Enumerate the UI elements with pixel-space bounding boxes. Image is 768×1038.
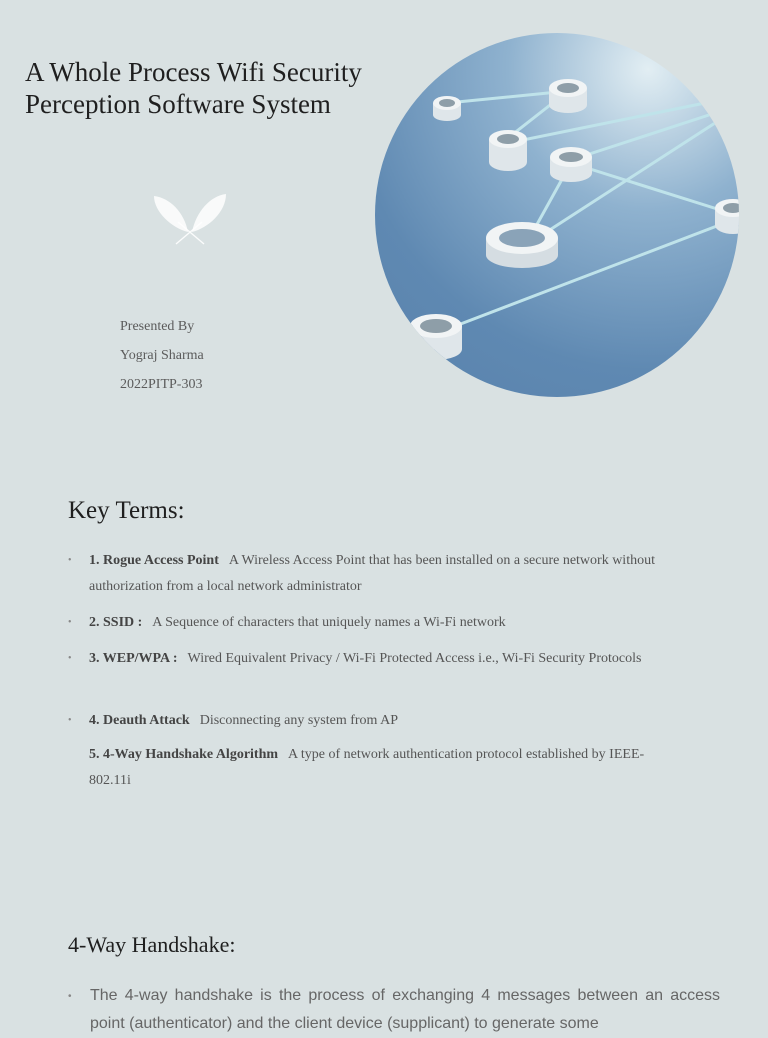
term-name: 5. 4-Way Handshake Algorithm [89,747,279,762]
bullet-icon: • [68,555,72,566]
handshake-paragraph [68,982,720,1038]
term-desc: A Wireless Access Point that has been installed on a secure network without authorization from a local network administrator [89,553,655,594]
list-item [68,610,668,646]
term-desc: Disconnecting any system from AP [199,713,399,728]
presenter-name: Yograj Sharma [120,348,204,363]
bullet-icon: • [68,991,72,1002]
network-hero-image [375,33,739,397]
term-desc: A Sequence of characters that uniquely names a Wi-Fi network [152,615,506,630]
term-text [89,708,661,734]
presenter-block [120,314,212,401]
term-text [89,742,659,794]
term-text [89,548,661,600]
key-terms-heading: Key Terms: [68,497,185,524]
bullet-icon: • [68,653,72,664]
handshake-heading: 4-Way Handshake: [68,932,236,957]
term-desc: A type of network authentication protocol established by IEEE-802.11i [89,747,645,788]
list-item [68,708,668,742]
bullet-icon: • [68,617,72,628]
key-terms-list [68,548,668,794]
bullet-icon: • [68,715,72,726]
handshake-text: The 4-way handshake is the process of exchanging 4 messages between an access point (authenticator) and the client device (supplicant) to generate some [90,987,720,1032]
list-item [68,646,668,708]
presenter-id: 2022PITP-303 [120,377,203,392]
term-desc: Wired Equivalent Privacy / Wi-Fi Protected Access i.e., Wi-Fi Security Protocols [187,651,642,666]
term-name: 2. SSID : [89,615,143,630]
term-name: 4. Deauth Attack [89,713,190,728]
term-name: 3. WEP/WPA : [89,651,178,666]
list-item [68,742,668,794]
presenter-label: Presented By [120,319,195,334]
term-text [89,646,661,672]
term-name: 1. Rogue Access Point [89,553,219,568]
term-text [89,610,661,636]
list-item [68,548,668,610]
page-title: A Whole Process Wifi Security Perception Software System [25,57,362,119]
leaf-icon [150,188,230,248]
